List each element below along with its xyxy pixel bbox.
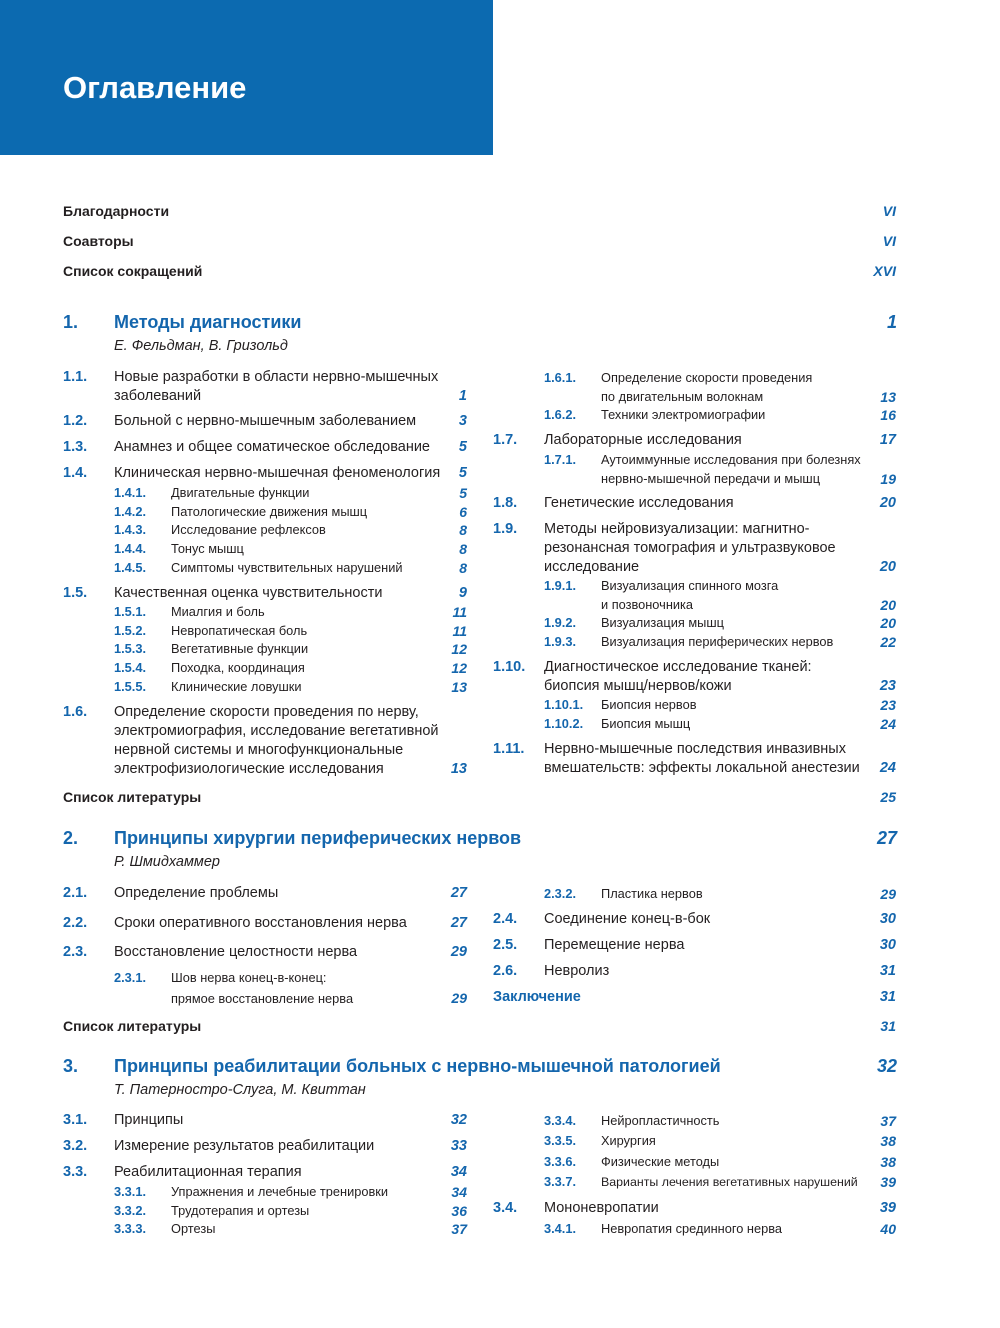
toc-entry[interactable]	[493, 740, 896, 780]
entry-page: 31	[879, 989, 896, 1005]
toc-subentry[interactable]	[114, 559, 467, 578]
entry-title: Визуализация мышц	[601, 615, 724, 630]
entry-number: 1.4.5.	[114, 560, 147, 575]
entry-number: 1.2.	[63, 413, 88, 429]
entry-number: 2.5.	[493, 937, 518, 953]
entry-number: 3.3.1.	[114, 1184, 147, 1199]
entry-page: 29	[450, 944, 467, 960]
entry-title: Миалгия и боль	[171, 604, 265, 619]
toc-entry[interactable]	[493, 910, 896, 930]
toc-subentry[interactable]	[544, 406, 896, 425]
chapter-number: 2.	[63, 828, 79, 848]
entry-number: 2.6.	[493, 963, 518, 979]
entry-page: 37	[451, 1221, 467, 1237]
toc-entry[interactable]	[63, 368, 467, 408]
entry-page: 20	[880, 615, 896, 631]
entry-number: 1.9.	[493, 521, 518, 537]
entry-title: Симптомы чувствительных нарушений	[171, 560, 403, 575]
entry-number: 2.4.	[493, 911, 518, 927]
entry-title: Аутоиммунные исследования при болезнях нервно-мышечной передачи и мышц	[601, 452, 861, 486]
entry-page: 38	[880, 1154, 896, 1170]
toc-entry-conclusion[interactable]	[493, 988, 896, 1008]
toc-subentry[interactable]	[114, 678, 467, 697]
toc-entry[interactable]	[63, 1163, 467, 1183]
toc-subentry[interactable]	[544, 577, 896, 615]
chapter-authors: Е. Фельдман, В. Гризольд	[114, 338, 288, 354]
toc-subentry[interactable]	[544, 696, 896, 715]
entry-number: 1.10.2.	[544, 716, 584, 731]
toc-page: VI	[882, 203, 896, 219]
entry-number: 1.4.3.	[114, 522, 147, 537]
entry-page: 5	[458, 439, 467, 455]
entry-page: 8	[459, 522, 467, 538]
toc-subentry[interactable]	[544, 1132, 896, 1151]
page-title: Оглавление	[63, 70, 247, 105]
entry-title: Биопсия мышц	[601, 716, 691, 731]
toc-subentry[interactable]	[114, 503, 467, 522]
entry-page: 29	[880, 886, 896, 902]
entry-title: Исследование рефлексов	[171, 522, 326, 537]
chapter-page: 27	[876, 828, 897, 848]
entry-number: 1.4.2.	[114, 504, 147, 519]
entry-number: 1.9.2.	[544, 615, 577, 630]
toc-subentry[interactable]	[544, 614, 896, 633]
entry-page: 23	[879, 678, 896, 694]
entry-number: 1.3.	[63, 439, 88, 455]
toc-entry-references[interactable]: Список литературы	[63, 789, 202, 805]
entry-number: 3.3.6.	[544, 1154, 577, 1169]
entry-page: 17	[879, 432, 896, 448]
toc-page: 25	[880, 789, 896, 805]
entry-page: 39	[879, 1200, 896, 1216]
entry-title: Нервно-мышечные последствия инвазивных вмешательств: эффекты локальной анестезии	[544, 741, 860, 776]
entry-number: 1.5.3.	[114, 641, 147, 656]
toc-page: XVI	[873, 263, 896, 279]
toc-subentry[interactable]	[544, 451, 896, 489]
toc-entry[interactable]	[63, 884, 467, 904]
chapter-number: 1.	[63, 312, 79, 332]
toc-entry[interactable]	[63, 438, 467, 458]
entry-number: 1.5.4.	[114, 660, 147, 675]
entry-page: 32	[450, 1112, 467, 1128]
toc-subentry[interactable]	[114, 659, 467, 678]
toc-entry[interactable]	[63, 1137, 467, 1157]
entry-title: Перемещение нерва	[544, 937, 685, 953]
toc-subentry[interactable]	[114, 640, 467, 659]
entry-page: 24	[879, 760, 896, 776]
entry-number: 1.10.	[493, 659, 526, 675]
entry-number: 2.1.	[63, 885, 88, 901]
entry-number: 2.2.	[63, 915, 88, 931]
entry-number: 1.6.1.	[544, 370, 577, 385]
entry-page: 27	[450, 885, 467, 901]
entry-page: 29	[451, 990, 467, 1006]
toc-entry-abbreviations[interactable]: Список сокращений	[63, 263, 203, 279]
toc-subentry[interactable]	[544, 1173, 896, 1192]
entry-page: 8	[459, 541, 467, 557]
entry-page: 37	[880, 1113, 896, 1129]
entry-number: 1.5.	[63, 585, 88, 601]
toc-entry[interactable]	[63, 703, 467, 781]
entry-title: Сроки оперативного восстановления нерва	[114, 915, 407, 931]
toc-subentry[interactable]	[114, 521, 467, 540]
entry-title: Физические методы	[601, 1154, 720, 1169]
entry-number: 3.3.7.	[544, 1174, 577, 1189]
entry-number: 1.6.2.	[544, 407, 577, 422]
entry-number: 1.1.	[63, 369, 88, 385]
toc-entry[interactable]	[493, 494, 896, 514]
entry-number: 1.9.3.	[544, 634, 577, 649]
toc-page: 31	[880, 1018, 896, 1034]
entry-page: 40	[880, 1221, 896, 1237]
entry-title: Патологические движения мышц	[171, 504, 368, 519]
toc-entry[interactable]	[493, 431, 896, 451]
entry-page: 1	[458, 388, 467, 404]
chapter-page: 32	[876, 1056, 897, 1076]
entry-title: Лабораторные исследования	[544, 432, 742, 448]
toc-entry[interactable]	[493, 658, 896, 698]
entry-title: Визуализация спинного мозга и позвоночника	[601, 578, 779, 612]
entry-page: 20	[879, 495, 896, 511]
entry-page: 12	[451, 641, 467, 657]
toc-subentry[interactable]	[114, 540, 467, 559]
entry-title: Клиническая нервно-мышечная феноменология	[114, 465, 441, 481]
toc-subentry[interactable]	[114, 603, 467, 622]
toc-entry[interactable]	[493, 1199, 896, 1219]
entry-page: 11	[452, 623, 467, 639]
toc-subentry[interactable]	[114, 622, 467, 641]
entry-title: Восстановление целостности нерва	[114, 944, 358, 960]
entry-title: Двигательные функции	[171, 485, 310, 500]
entry-title: Нейропластичность	[601, 1113, 720, 1128]
chapter-page: 1	[886, 312, 897, 332]
entry-title: Биопсия нервов	[601, 697, 697, 712]
entry-title: Определение скорости проведения по двигательным волокнам	[601, 370, 813, 404]
chapter-authors: Р. Шмидхаммер	[114, 854, 220, 870]
entry-title: Походка, координация	[171, 660, 305, 675]
toc-subentry[interactable]	[544, 715, 896, 734]
entry-number: 2.3.	[63, 944, 88, 960]
entry-title: Методы нейровизуализации: магнитно- резонансная томография и ультразвуковое исследование	[544, 521, 836, 575]
entry-page: 34	[451, 1184, 467, 1200]
entry-page: 20	[879, 559, 896, 575]
entry-title: Определение проблемы	[114, 885, 279, 901]
entry-title: Визуализация периферических нервов	[601, 634, 834, 649]
entry-number: 3.4.	[493, 1200, 518, 1216]
entry-page: 23	[880, 697, 896, 713]
entry-title: Трудотерапия и ортезы	[171, 1203, 310, 1218]
entry-number: 2.3.1.	[114, 970, 147, 985]
toc-subentry[interactable]	[544, 369, 896, 407]
entry-page: 12	[451, 660, 467, 676]
entry-number: 1.6.	[63, 704, 88, 720]
entry-title: Варианты лечения вегетативных нарушений	[601, 1175, 858, 1189]
header-band	[0, 0, 493, 155]
entry-title: Диагностическое исследование тканей: биопсия мышц/нервов/кожи	[544, 659, 812, 694]
entry-page: 24	[880, 716, 896, 732]
entry-page: 30	[879, 937, 896, 953]
entry-page: 19	[880, 471, 896, 487]
entry-page: 13	[880, 389, 896, 405]
entry-number: 1.7.	[493, 432, 518, 448]
entry-title: Анамнез и общее соматическое обследование	[114, 439, 430, 455]
entry-title: Хирургия	[601, 1133, 656, 1148]
entry-title: Мононевропатии	[544, 1200, 659, 1216]
entry-title: Невропатическая боль	[171, 623, 308, 638]
entry-page: 5	[458, 465, 467, 481]
entry-title: Новые разработки в области нервно-мышечных заболеваний	[114, 369, 439, 404]
toc-subentry[interactable]	[544, 1153, 896, 1172]
entry-title: Заключение	[493, 989, 581, 1005]
entry-number: 1.5.2.	[114, 623, 147, 638]
entry-page: 5	[459, 485, 467, 501]
entry-title: Качественная оценка чувствительности	[114, 585, 383, 601]
toc-subentry[interactable]	[544, 1220, 896, 1239]
entry-title: Реабилитационная терапия	[114, 1164, 302, 1180]
toc-subentry[interactable]	[544, 885, 896, 904]
chapter-title[interactable]: Принципы хирургии периферических нервов	[114, 828, 522, 848]
entry-number: 1.10.1.	[544, 697, 584, 712]
entry-page: 39	[880, 1174, 896, 1190]
toc-entry-references[interactable]: Список литературы	[63, 1018, 202, 1034]
entry-page: 27	[450, 915, 467, 931]
entry-title: Техники электромиографии	[601, 407, 766, 422]
entry-page: 11	[452, 604, 467, 620]
toc-entry[interactable]	[63, 584, 467, 604]
entry-number: 3.3.5.	[544, 1133, 577, 1148]
toc-subentry[interactable]	[544, 1112, 896, 1131]
toc-subentry[interactable]	[114, 1220, 467, 1239]
toc-subentry[interactable]	[114, 484, 467, 503]
chapter-title[interactable]: Принципы реабилитации больных с нервно-мышечной патологией	[114, 1056, 721, 1076]
entry-page: 31	[879, 963, 896, 979]
toc-entry[interactable]	[493, 520, 896, 578]
toc-entry[interactable]	[63, 1111, 467, 1131]
entry-number: 1.4.	[63, 465, 88, 481]
entry-page: 38	[880, 1133, 896, 1149]
chapter-title[interactable]: Методы диагностики	[114, 312, 302, 332]
entry-title: Невролиз	[544, 963, 610, 979]
entry-number: 1.9.1.	[544, 578, 577, 593]
entry-page: 30	[879, 911, 896, 927]
toc-entry[interactable]	[63, 464, 467, 484]
toc-entry[interactable]	[63, 914, 467, 934]
entry-page: 9	[458, 585, 467, 601]
entry-title: Измерение результатов реабилитации	[114, 1138, 375, 1154]
toc-entry[interactable]	[63, 412, 467, 432]
chapter-number: 3.	[63, 1056, 79, 1076]
entry-title: Принципы	[114, 1112, 184, 1128]
entry-page: 3	[458, 413, 467, 429]
entry-page: 13	[451, 679, 467, 695]
entry-title: Соединение конец-в-бок	[544, 911, 711, 927]
toc-entry-acknowledgements[interactable]: Благодарности	[63, 203, 170, 219]
entry-number: 1.7.1.	[544, 452, 577, 467]
entry-number: 1.5.1.	[114, 604, 147, 619]
entry-number: 3.2.	[63, 1138, 88, 1154]
entry-title: Невропатия срединного нерва	[601, 1221, 782, 1236]
toc-subentry[interactable]	[544, 633, 896, 652]
entry-number: 3.3.2.	[114, 1203, 147, 1218]
entry-title: Шов нерва конец-в-конец: прямое восстановление нерва	[171, 970, 354, 1006]
entry-number: 3.4.1.	[544, 1221, 577, 1236]
entry-number: 1.5.5.	[114, 679, 147, 694]
entry-page: 6	[459, 504, 467, 520]
entry-page: 16	[880, 407, 896, 423]
toc-entry-coauthors[interactable]: Соавторы	[63, 233, 134, 249]
entry-page: 13	[450, 761, 467, 777]
toc-entry[interactable]	[493, 962, 896, 982]
entry-number: 1.8.	[493, 495, 518, 511]
toc-entry[interactable]	[63, 943, 467, 963]
entry-title: Больной с нервно-мышечным заболеванием	[114, 413, 417, 429]
toc-entry[interactable]	[493, 936, 896, 956]
entry-title: Определение скорости проведения по нерву, электромиография, исследование вегетативной нервной системы и многофункциональные электрофизиологические исследования	[114, 704, 439, 777]
entry-page: 34	[450, 1164, 467, 1180]
toc-subentry[interactable]	[114, 1202, 467, 1221]
toc-subentry[interactable]	[114, 1183, 467, 1202]
entry-number: 3.3.	[63, 1164, 88, 1180]
entry-title: Пластика нервов	[601, 886, 703, 901]
entry-page: 8	[459, 560, 467, 576]
toc-page: VI	[882, 233, 896, 249]
entry-title: Клинические ловушки	[171, 679, 302, 694]
entry-number: 3.3.4.	[544, 1113, 577, 1128]
entry-number: 3.1.	[63, 1112, 88, 1128]
entry-number: 2.3.2.	[544, 886, 577, 901]
entry-page: 20	[880, 597, 896, 613]
entry-number: 1.4.1.	[114, 485, 147, 500]
entry-page: 33	[450, 1138, 467, 1154]
entry-page: 22	[880, 634, 896, 650]
entry-number: 3.3.3.	[114, 1221, 147, 1236]
chapter-authors: Т. Патерностро-Слуга, М. Квиттан	[114, 1082, 366, 1098]
entry-title: Вегетативные функции	[171, 641, 309, 656]
entry-number: 1.4.4.	[114, 541, 147, 556]
entry-number: 1.11.	[493, 741, 525, 757]
entry-title: Тонус мышц	[171, 541, 244, 556]
toc-subentry[interactable]	[114, 967, 467, 1007]
entry-title: Генетические исследования	[544, 495, 734, 511]
entry-title: Упражнения и лечебные тренировки	[171, 1184, 389, 1199]
entry-title: Ортезы	[171, 1221, 216, 1236]
entry-page: 36	[451, 1203, 467, 1219]
